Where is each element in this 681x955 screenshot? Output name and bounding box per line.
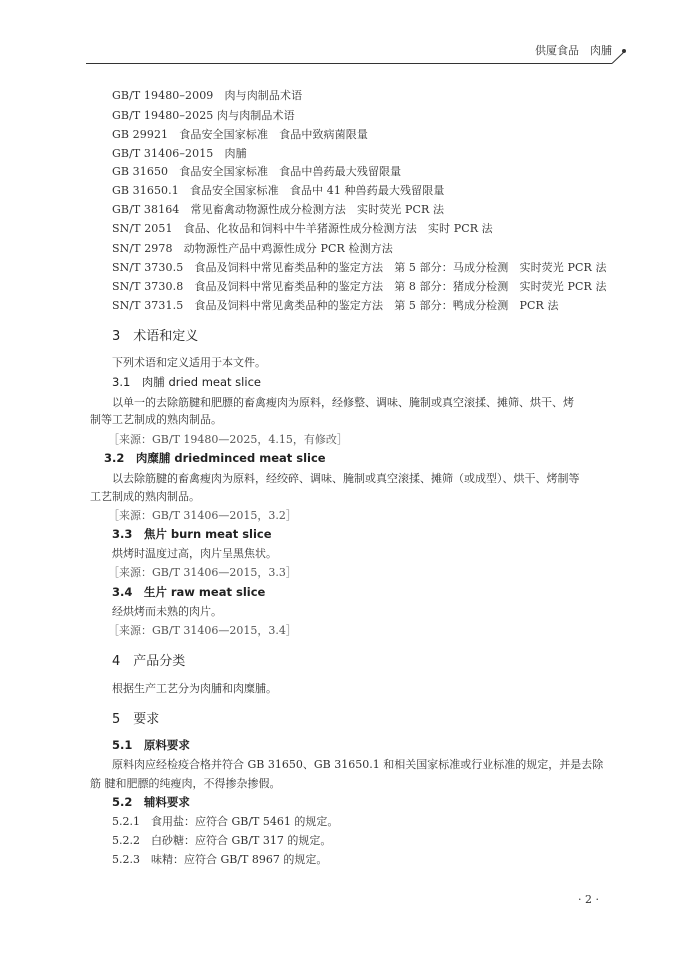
- term-3-1-definition-cont: 制等工艺制成的熟肉制品。: [90, 413, 222, 426]
- term-3-3-definition: 烘烤时温度过高，肉片呈黑焦状。: [112, 547, 277, 560]
- reference-item: GB/T 19480–2009 肉与肉制品术语: [112, 89, 303, 102]
- running-header: 供厦食品 肉脯: [535, 44, 612, 57]
- page-number: · 2 ·: [578, 893, 599, 906]
- term-3-4-source: ［来源：GB/T 31406—2015，3.4］: [108, 624, 297, 637]
- term-3-1-source: ［来源：GB/T 19480—2025，4.15，有修改］: [108, 433, 348, 446]
- term-3-3-title: 3.3 焦片 burn meat slice: [112, 527, 272, 541]
- section-5-2-item: 5.2.3 味精：应符合 GB/T 8967 的规定。: [112, 853, 328, 866]
- term-3-2-source: ［来源：GB/T 31406—2015，3.2］: [108, 509, 297, 522]
- section-5-1-title: 5.1 原料要求: [112, 738, 190, 752]
- section-3-intro: 下列术语和定义适用于本文件。: [112, 356, 266, 369]
- term-3-2-title: 3.2 肉糜脯 driedminced meat slice: [104, 451, 326, 465]
- section-5-1-text: 原料肉应经检疫合格并符合 GB 31650、GB 31650.1 和相关国家标准或行业标准的规定，并是去除: [112, 758, 604, 771]
- reference-item: SN/T 3730.8 食品及饲料中常见畜类品种的鉴定方法 第 8 部分：猪成分检测 实时荧光 PCR 法: [112, 280, 607, 293]
- term-3-1-title: 3.1 肉脯 dried meat slice: [112, 375, 261, 389]
- section-4-text: 根据生产工艺分为肉脯和肉糜脯。: [112, 682, 277, 695]
- term-3-2-definition: 以去除筋腱的畜禽瘦肉为原料，经绞碎、调味、腌制或真空滚揉、摊筛（或成型）、烘干、烤制等: [112, 472, 580, 485]
- term-3-2-definition-cont: 工艺制成的熟肉制品。: [90, 490, 200, 503]
- section-5-2-item: 5.2.2 白砂糖：应符合 GB/T 317 的规定。: [112, 834, 332, 847]
- reference-item: GB/T 31406–2015 肉脯: [112, 147, 247, 160]
- header-rule: [0, 0, 681, 80]
- section-5-1-text-cont: 筋 腱和肥膘的纯瘦肉，不得掺杂掺假。: [90, 777, 281, 790]
- reference-item: SN/T 2978 动物源性产品中鸡源性成分 PCR 检测方法: [112, 242, 393, 255]
- term-3-4-title: 3.4 生片 raw meat slice: [112, 585, 266, 599]
- reference-item: SN/T 2051 食品、化妆品和饲料中牛羊猪源性成分检测方法 实时 PCR 法: [112, 222, 493, 235]
- reference-item: GB/T 38164 常见畜禽动物源性成分检测方法 实时荧光 PCR 法: [112, 203, 445, 216]
- reference-item: GB/T 19480–2025 肉与肉制品术语: [112, 109, 295, 122]
- term-3-3-source: ［来源：GB/T 31406—2015，3.3］: [108, 566, 297, 579]
- reference-item: GB 31650 食品安全国家标准 食品中兽药最大残留限量: [112, 165, 402, 178]
- term-3-4-definition: 经烘烤而未熟的肉片。: [112, 605, 222, 618]
- reference-item: SN/T 3731.5 食品及饲料中常见禽类品种的鉴定方法 第 5 部分：鸭成分检测 PCR 法: [112, 299, 559, 312]
- section-5-heading: 5 要求: [112, 712, 160, 727]
- reference-item: GB 31650.1 食品安全国家标准 食品中 41 种兽药最大残留限量: [112, 184, 445, 197]
- section-4-heading: 4 产品分类: [112, 654, 186, 669]
- section-5-2-title: 5.2 辅料要求: [112, 795, 190, 809]
- reference-item: SN/T 3730.5 食品及饲料中常见畜类品种的鉴定方法 第 5 部分：马成分检测 实时荧光 PCR 法: [112, 261, 607, 274]
- term-3-1-definition: 以单一的去除筋腱和肥膘的畜禽瘦肉为原料，经修整、调味、腌制或真空滚揉、摊筛、烘干、烤: [112, 396, 574, 409]
- section-5-2-item: 5.2.1 食用盐：应符合 GB/T 5461 的规定。: [112, 815, 339, 828]
- section-3-heading: 3 术语和定义: [112, 329, 199, 344]
- reference-item: GB 29921 食品安全国家标准 食品中致病菌限量: [112, 128, 368, 141]
